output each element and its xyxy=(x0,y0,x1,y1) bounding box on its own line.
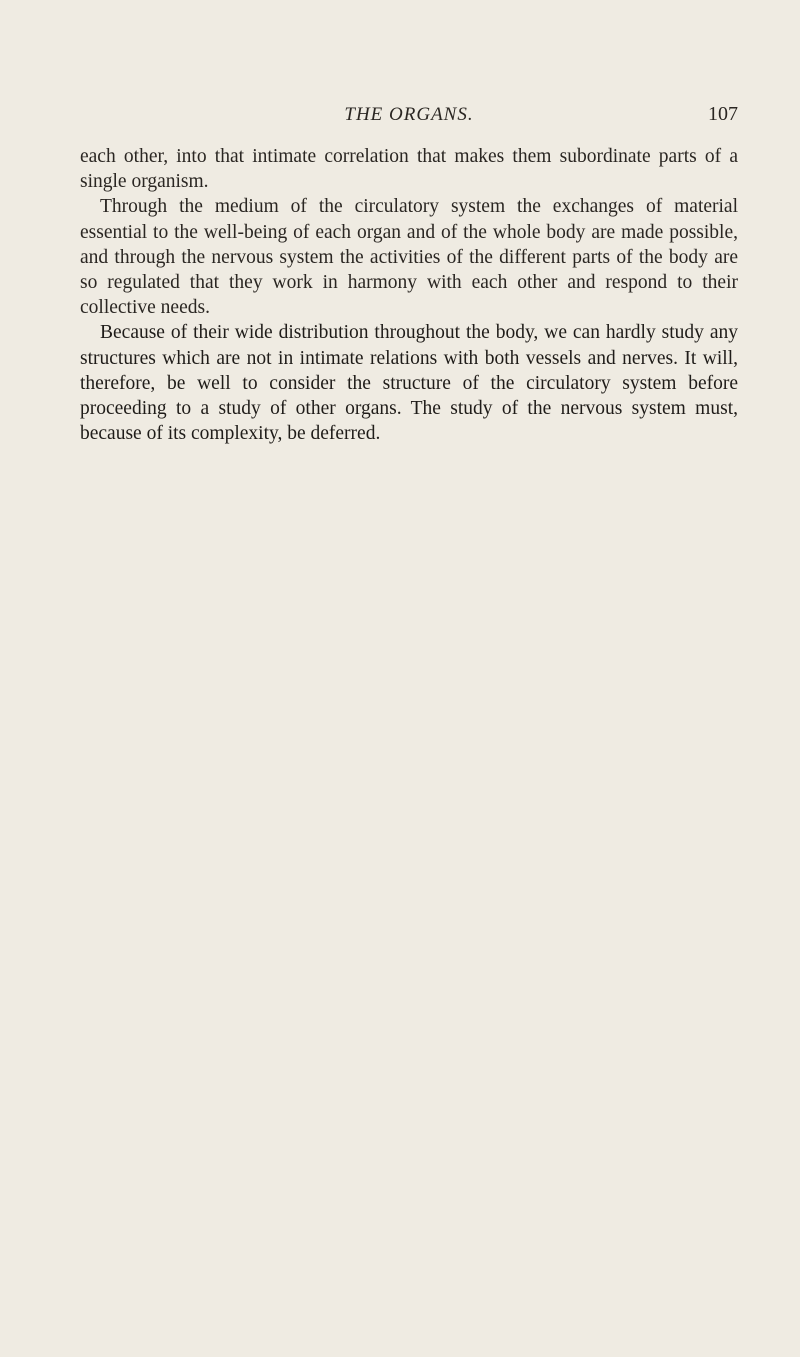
running-title: THE ORGANS. xyxy=(344,104,474,125)
paragraph-continuation: each other, into that intimate correlation that makes them subordinate parts of a single organism. xyxy=(80,146,738,193)
paragraph-circulatory-nervous: Through the medium of the circulatory system the exchanges of material essential to the well-being of each organ and of the whole body are made possible, and through the nervous system the activities of the different parts of the body are so regulated that they work in harmony with each other and respond to their collective needs. xyxy=(80,196,738,319)
page-number: 107 xyxy=(708,103,738,125)
running-head xyxy=(80,103,738,129)
body-text xyxy=(80,144,738,446)
paragraph-distribution: Because of their wide distribution throughout the body, we can hardly study any structures which are not in intimate relations with both vessels and nerves. It will, therefore, be well to consider the structure of the circulatory system before proceeding to a study of other organs. The study of the nervous system must, because of its complexity, be deferred. xyxy=(80,322,738,445)
